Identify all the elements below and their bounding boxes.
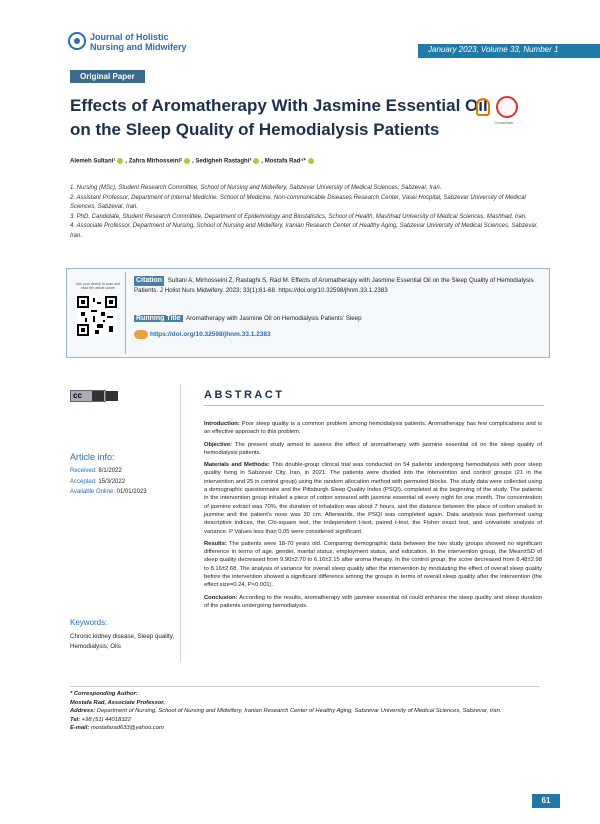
- online-date: 01/01/2023: [116, 489, 147, 495]
- corresponding-name: Mostafa Rad, Associate Professor.: [70, 699, 165, 706]
- cc-by-icon: [92, 391, 104, 401]
- running-title-text: Aromatherapy with Jasmine Oil on Hemodialysis Patients' Sleep: [185, 315, 362, 322]
- qr-code-icon[interactable]: [77, 296, 117, 336]
- orcid-icon[interactable]: [117, 158, 123, 164]
- email-link[interactable]: mostafarad633@yahoo.com: [90, 725, 164, 732]
- address-text: Department of Nursing, School of Nursing and Midwifery, Iranian Research Center of Healthy Aging, Sabzevar University of Medical Sciences, Sabzevar, Iran.: [96, 708, 502, 715]
- article-title: Effects of Aromatherapy With Jasmine Essential Oil on the Sleep Quality of Hemodialysis Patients: [70, 96, 488, 139]
- issue-band: [418, 44, 600, 58]
- abstract-body: [204, 420, 542, 614]
- journal-name-line2: Nursing and Midwifery: [90, 42, 187, 52]
- orcid-icon[interactable]: [184, 158, 190, 164]
- doi-icon: [134, 330, 148, 339]
- author-name: Zahra Mirhosseini²: [128, 158, 183, 165]
- abstract-heading: ABSTRACT: [204, 389, 285, 401]
- conclusion-text: According to the results, aromatherapy with jasmine essential oil could enhance the sleep quality and sleep duration of the patients undergoing hemodialysis.: [204, 594, 542, 609]
- abstract-objective: [204, 441, 542, 458]
- corresponding-author: [70, 686, 540, 733]
- results-label: Results:: [204, 540, 227, 547]
- running-title: [134, 315, 544, 322]
- author-list: Alemeh Sultani¹ , Zahra Mirhosseini² , Sedigheh Rastaghi³ , Mostafa Rad⁴*: [70, 158, 316, 165]
- corresponding-heading: * Corresponding Author:: [70, 691, 138, 697]
- affiliation: 1. Nursing (MSc), Student Research Committee, School of Nursing and Midwifery, Sabzevar University of Medical Sciences, Sabzevar, Iran.: [70, 185, 442, 191]
- page-number: 61: [532, 794, 560, 808]
- intro-text: Poor sleep quality is a common problem among hemodialysis patients. Aromatherapy has few complications and is an effective approach to this problem.: [204, 421, 542, 436]
- journal-name: [90, 32, 187, 52]
- doi-link[interactable]: https://doi.org/10.32598/jhnm.33.1.2383: [150, 331, 271, 339]
- journal-logo-icon: [68, 32, 86, 50]
- article-type-badge: Original Paper: [70, 70, 145, 83]
- article-info: [70, 466, 147, 498]
- methods-label: Materials and Methods:: [204, 462, 270, 469]
- tel-text: +98 (51) 44018322: [81, 716, 131, 723]
- orcid-icon[interactable]: [308, 158, 314, 164]
- received-label: Received:: [70, 468, 97, 474]
- online-label: Available Online:: [70, 489, 115, 495]
- cc-nc-icon: [106, 391, 118, 401]
- email-label: E-mail:: [70, 725, 90, 732]
- intro-label: Introduction:: [204, 421, 240, 427]
- results-text: The patients were 18-70 years old. Comparing demographic data between the two study groups showed no significant difference in terms of age, gender, marital status, employment status, and education. In the intervention group, the Mean±SD of sleep quality decreased from 9.90±2.70 to 6.16±2.15 after aroma therapy. In the control group, the score decreased from 8.48±2.98 to 8.16±2.68. The analysis of variance for overall sleep quality after the intervention by modulating the effect of overall sleep quality before the intervention showed a significant difference among the groups in terms of overall sleep quality after the intervention (the effect size=0.24, P<0.001).: [204, 540, 542, 589]
- citation-text: Sultani A, Mirhosseini Z, Rastaghi S, Rad M. Effects of Aromatherapy with Jasmine Essential Oil on the Sleep Quality of Hemodialysis Patients. J Holist Nurs Midwifery. 2023; 33(1):61-68. https://doi.org/10.32598/jhnm.33.1.2383: [134, 277, 534, 294]
- article-info-heading: Article info:: [70, 452, 115, 462]
- journal-name-line1: Journal of Holistic: [90, 32, 169, 42]
- author-name: Alemeh Sultani¹: [70, 158, 116, 165]
- citation-tag: Citation: [136, 277, 163, 284]
- abstract-results: [204, 540, 542, 590]
- keywords-text: Chronic kidney disease, Sleep quality, Hemodialysis, Oils: [70, 633, 175, 650]
- received-date: 8/1/2022: [98, 468, 122, 474]
- affiliation: 3. PhD. Candidate, Student Research Committee, Department of Epidemiology and Biostatistics, School of Health, Mashhad University of Medical Sciences, Mashhad, Iran.: [70, 213, 527, 220]
- running-title-tag: Running Title: [136, 315, 181, 322]
- conclusion-label: Conclusion:: [204, 594, 238, 601]
- methods-text: This double-group clinical trial was conducted on 54 patients undergoing hemodialysis with poor sleep quality living in Sabzevar City, Iran, in 2021. The patients were divided into the intervention and control groups (21 in the intervention and 25 in control group) using the random allocation method with permuted blocks. The study data were collected using a demographic questionnaire and the Pittsburgh Sleep Quality Index (PSQI), completed at the beginning of the study. The patients in the intervention group inhaled a piece of cotton smeared with jasmine essential oil every night for one month. The concentration of jasmine extract was 70%, the duration of inhalation was about 7 hours, and the distance between the place of cotton soaked in jasmine and the patient's nose was 30 cm. Afterwards, the PSQI was completed again. Data analysis was performed using descriptive indices, the Chi-square test, the independent t-test, paired t-test, the Fisher exact test, and univariate analysis of variance. P Values less than 0.05 were considered significant.: [204, 462, 542, 535]
- open-access-icon: [476, 98, 490, 116]
- author-name: Mostafa Rad⁴*: [264, 158, 306, 165]
- abstract-introduction: [204, 420, 542, 437]
- qr-label: Use your device to scan and read the article online: [75, 282, 121, 290]
- abstract-conclusion: [204, 594, 542, 611]
- crossmark-icon[interactable]: [496, 96, 518, 118]
- affiliation: 4. Associate Professor, Department of Nursing, School of Nursing and Midwifery, Iranian Research Center of Healthy Aging, Sabzevar University of Medical Sciences, Sabzevar, Iran.: [70, 223, 538, 239]
- affiliations: [70, 184, 550, 241]
- accepted-label: Accepted:: [70, 478, 97, 485]
- affiliation: 2. Assistant Professor, Department of Internal Medicine, School of Medicine, Non-communicable Diseases Research Center, Vasei Hospital, Sabzevar University of Medical Sciences, Sabzevar, Iran.: [70, 194, 526, 210]
- tel-label: Tel:: [70, 716, 81, 723]
- keywords-heading: Keywords:: [70, 618, 108, 627]
- column-divider: [180, 384, 181, 662]
- crossmark-label: CrossMark: [494, 120, 514, 125]
- address-label: Address:: [70, 708, 96, 715]
- objective-text: The present study aimed to assess the effect of aromatherapy with jasmine essential oil on the sleep quality of hemodialysis patients.: [204, 441, 542, 456]
- abstract-rule: [204, 405, 544, 406]
- orcid-icon[interactable]: [253, 158, 259, 164]
- objective-label: Objective:: [204, 441, 233, 448]
- author-name: Sedigheh Rastaghi³: [195, 158, 252, 165]
- citation: [134, 276, 544, 295]
- issue-text: January 2023, Volume 33, Number 1: [428, 45, 559, 54]
- doi-line: [134, 330, 271, 339]
- abstract-methods: [204, 461, 542, 536]
- accepted-date: 15/3/2022: [98, 478, 126, 485]
